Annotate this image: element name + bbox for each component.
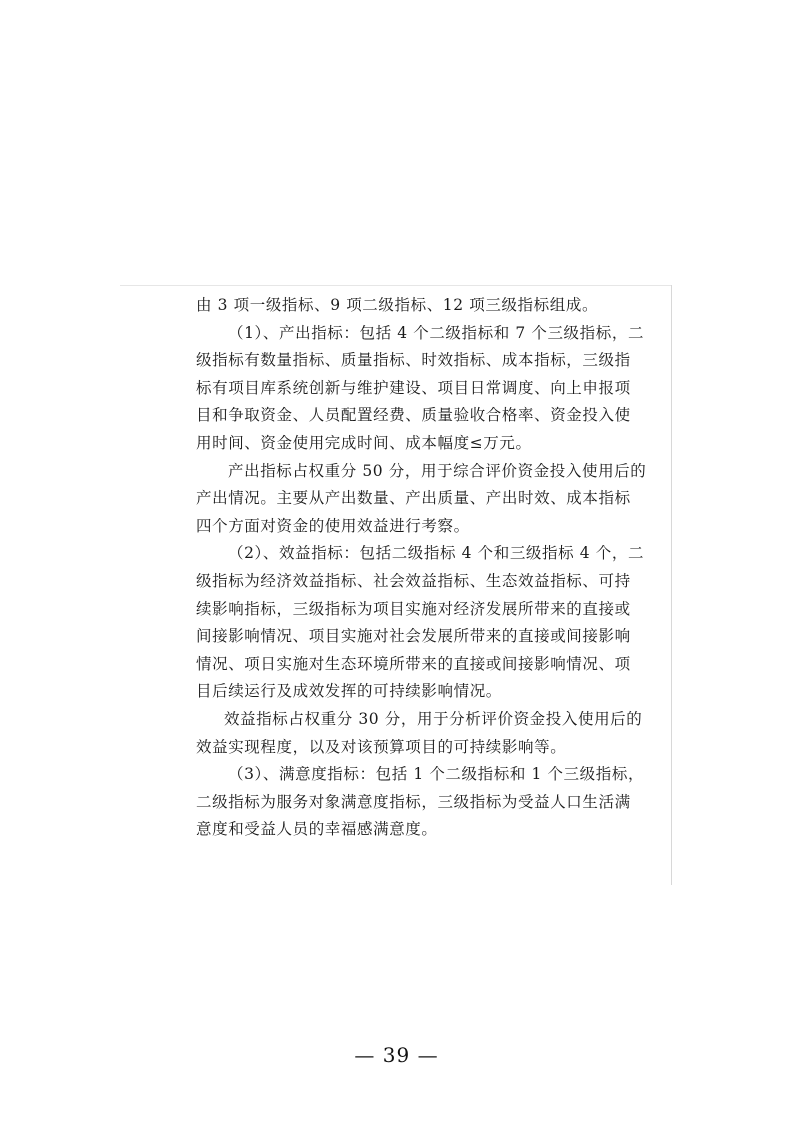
text-line: 四个方面对资金的使用效益进行考察。 bbox=[196, 516, 470, 535]
text-line: 情况、项日实施对生态环境所带来的直接或间接影响情况、项 bbox=[196, 654, 631, 673]
text-line: 产出指标占权重分 50 分，用于综合评价资金投入使用后的 bbox=[228, 461, 647, 480]
text-line: 效益实现程度，以及对该预算项目的可持续影响等。 bbox=[196, 737, 567, 756]
text-line: 效益指标占权重分 30 分，用于分析评价资金投入使用后的 bbox=[224, 709, 643, 728]
scan-top-edge bbox=[120, 285, 672, 286]
text-line: 级指标为经济效益指标、社会效益指标、生态效益指标、可持 bbox=[196, 571, 631, 590]
text-line: 间接影响情况、项目实施对社会发展所带来的直接或间接影响 bbox=[196, 627, 631, 646]
text-line: 续影响指标，三级指标为项目实施对经济发展所带来的直接或 bbox=[196, 599, 631, 618]
text-line: 二级指标为服务对象满意度指标，三级指标为受益人口生活满 bbox=[196, 792, 631, 811]
text-line: （1）、产出指标：包括 4 个二级指标和 7 个三级指标，二 bbox=[228, 323, 645, 342]
scan-right-edge bbox=[671, 285, 672, 885]
text-line: 目和争取资金、人员配置经费、质量验收合格率、资金投入使 bbox=[196, 406, 631, 425]
text-line: 由 3 项一级指标、9 项二级指标、12 项三级指标组成。 bbox=[196, 296, 599, 314]
text-line: 级指标有数量指标、质量指标、时效指标、成本指标，三级指 bbox=[196, 351, 631, 370]
page-number: — 39 — bbox=[354, 1043, 439, 1067]
text-line: （3）、满意度指标：包括 1 个二级指标和 1 个三级指标， bbox=[228, 765, 645, 784]
text-line: 标有项目库系统创新与维护建设、项目日常调度、向上申报项 bbox=[196, 378, 631, 397]
text-line: 产出情况。主要从产出数量、产出质量、产出时效、成本指标 bbox=[196, 489, 631, 508]
text-line: 用时间、资金使用完成时间、成本幅度≤万元。 bbox=[196, 433, 532, 452]
text-line: （2）、效益指标：包括二级指标 4 个和三级指标 4 个，二 bbox=[228, 544, 645, 563]
body-text bbox=[196, 292, 647, 844]
text-line: 意度和受益人员的幸福感满意度。 bbox=[196, 820, 438, 839]
text-line: 目后续运行及成效发挥的可持续影响情况。 bbox=[196, 682, 502, 701]
